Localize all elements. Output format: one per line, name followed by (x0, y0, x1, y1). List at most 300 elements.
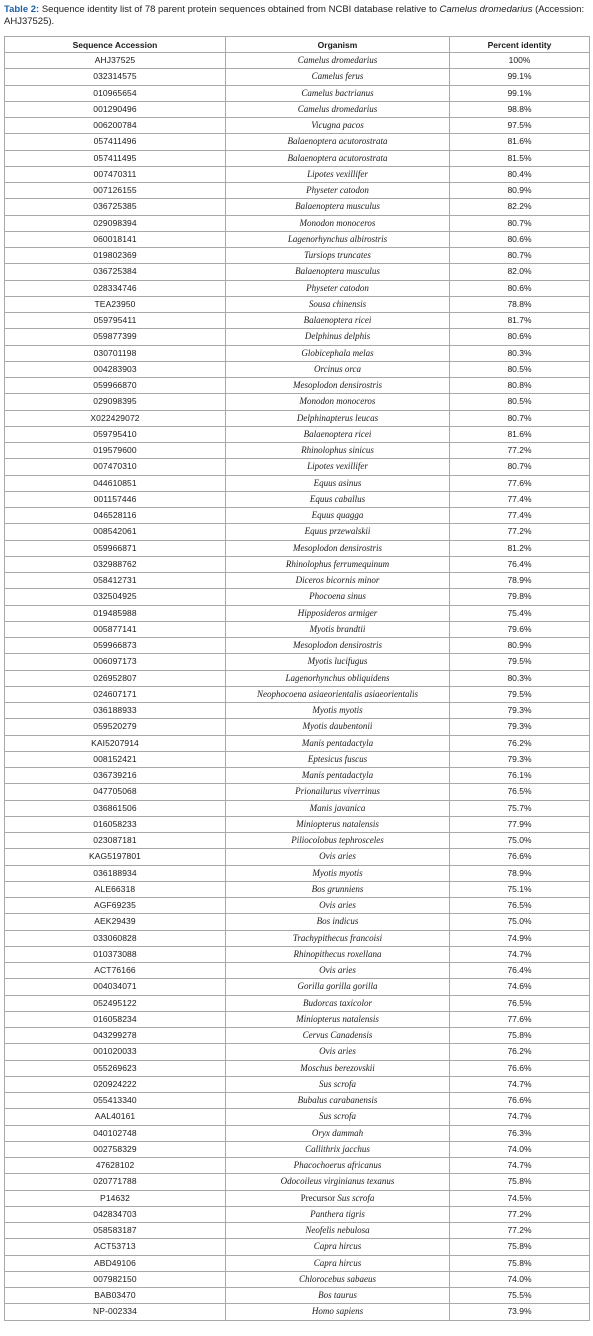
organism-name: Ovis aries (319, 1046, 356, 1057)
cell-percent-identity: 73.9% (450, 1304, 590, 1320)
cell-percent-identity: 74.0% (450, 1141, 590, 1157)
organism-name: Ovis aries (319, 900, 356, 911)
organism-name: Ovis aries (319, 965, 356, 976)
cell-percent-identity: 76.6% (450, 849, 590, 865)
organism-name: Camelus dromedarius (297, 55, 378, 66)
organism-name: Manis javanica (309, 802, 366, 813)
cell-organism (226, 930, 450, 946)
cell-organism (226, 150, 450, 166)
cell-organism (226, 1028, 450, 1044)
organism-name: Panthera tigris (310, 1208, 365, 1219)
caption-label: Table 2: (4, 4, 40, 15)
organism-name: Equus asinus (313, 477, 362, 488)
organism-name: Sousa chinensis (308, 298, 367, 309)
table-row (5, 426, 590, 442)
cell-organism (226, 849, 450, 865)
organism-name: Cervus Canadensis (302, 1030, 373, 1041)
cell-percent-identity: 77.6% (450, 1011, 590, 1027)
cell-percent-identity: 74.7% (450, 946, 590, 962)
cell-organism (226, 1239, 450, 1255)
cell-sequence-accession: 036725385 (5, 199, 226, 215)
cell-sequence-accession: 008542061 (5, 524, 226, 540)
cell-sequence-accession: 001020033 (5, 1044, 226, 1060)
organism-name: Phacochoerus africanus (293, 1160, 382, 1171)
organism-name: Capra hircus (313, 1257, 362, 1268)
cell-percent-identity: 78.9% (450, 865, 590, 881)
organism-name: Myotis myotis (312, 705, 363, 716)
cell-organism (226, 1109, 450, 1125)
organism-name: Lipotes vexillifer (307, 168, 368, 179)
table-row (5, 361, 590, 377)
cell-organism (226, 199, 450, 215)
cell-percent-identity: 76.5% (450, 995, 590, 1011)
cell-sequence-accession: ACT76166 (5, 963, 226, 979)
caption-species: Camelus dromedarius (439, 4, 533, 15)
cell-sequence-accession: 47628102 (5, 1158, 226, 1174)
cell-sequence-accession: 059877399 (5, 329, 226, 345)
organism-name: Neofelis nebulosa (305, 1225, 370, 1236)
table-row (5, 475, 590, 491)
cell-organism (226, 1288, 450, 1304)
table-row (5, 378, 590, 394)
table-row (5, 101, 590, 117)
organism-name: Camelus bactrianus (301, 87, 374, 98)
cell-percent-identity: 80.5% (450, 361, 590, 377)
table-row (5, 556, 590, 572)
organism-name: Equus caballus (309, 493, 366, 504)
cell-organism (226, 654, 450, 670)
cell-sequence-accession: 007470310 (5, 459, 226, 475)
organism-name: Rhinolophus ferrumequinum (285, 558, 390, 569)
cell-sequence-accession: 036739216 (5, 768, 226, 784)
cell-percent-identity: 79.5% (450, 654, 590, 670)
cell-organism (226, 914, 450, 930)
organism-name: Balaenoptera acutorostrata (287, 136, 388, 147)
cell-sequence-accession: 040102748 (5, 1125, 226, 1141)
cell-sequence-accession: 007982150 (5, 1271, 226, 1287)
cell-percent-identity: 79.3% (450, 703, 590, 719)
cell-organism (226, 865, 450, 881)
organism-name: Myotis myotis (312, 867, 363, 878)
cell-percent-identity: 74.7% (450, 1158, 590, 1174)
organism-name: Piliocolobus tephrosceles (291, 835, 384, 846)
cell-sequence-accession: 019485988 (5, 605, 226, 621)
cell-sequence-accession: KAI5207914 (5, 735, 226, 751)
cell-organism (226, 1271, 450, 1287)
cell-organism (226, 313, 450, 329)
cell-organism (226, 946, 450, 962)
cell-percent-identity: 75.0% (450, 833, 590, 849)
cell-percent-identity: 79.3% (450, 751, 590, 767)
cell-sequence-accession: 024607171 (5, 686, 226, 702)
cell-organism (226, 329, 450, 345)
organism-name: Delphinus delphis (304, 331, 371, 342)
table-row (5, 1206, 590, 1222)
organism-name: Tursiops truncates (304, 250, 371, 261)
cell-organism (226, 1141, 450, 1157)
table-row (5, 150, 590, 166)
organism-name: Bos indicus (316, 916, 359, 927)
table-row (5, 995, 590, 1011)
table-body (5, 53, 590, 1321)
cell-organism (226, 410, 450, 426)
cell-organism (226, 638, 450, 654)
organism-name: Orcinus orca (313, 363, 362, 374)
table-row (5, 963, 590, 979)
table-row (5, 573, 590, 589)
organism-name: Callithrix jacchus (305, 1143, 370, 1154)
cell-percent-identity: 74.7% (450, 1109, 590, 1125)
cell-sequence-accession: 044610851 (5, 475, 226, 491)
cell-percent-identity: 76.2% (450, 1044, 590, 1060)
table-row (5, 784, 590, 800)
cell-percent-identity: 77.4% (450, 491, 590, 507)
cell-sequence-accession: 047705068 (5, 784, 226, 800)
table-row (5, 1223, 590, 1239)
table-row (5, 1141, 590, 1157)
cell-organism (226, 296, 450, 312)
table-row (5, 1271, 590, 1287)
cell-percent-identity: 80.6% (450, 231, 590, 247)
cell-percent-identity: 77.2% (450, 1223, 590, 1239)
cell-organism (226, 1076, 450, 1092)
table-row (5, 849, 590, 865)
cell-percent-identity: 76.2% (450, 735, 590, 751)
table-row (5, 183, 590, 199)
cell-percent-identity: 76.4% (450, 963, 590, 979)
cell-percent-identity: 81.6% (450, 134, 590, 150)
table-row (5, 670, 590, 686)
table-row (5, 443, 590, 459)
cell-percent-identity: 82.0% (450, 264, 590, 280)
cell-organism (226, 995, 450, 1011)
cell-organism (226, 1044, 450, 1060)
cell-sequence-accession: 004283903 (5, 361, 226, 377)
cell-percent-identity: 82.2% (450, 199, 590, 215)
table-row (5, 751, 590, 767)
organism-name: Odocoileus virginianus texanus (280, 1176, 395, 1187)
table-row (5, 1060, 590, 1076)
table-row (5, 524, 590, 540)
cell-percent-identity: 80.3% (450, 345, 590, 361)
organism-name: Vicugna pacos (311, 120, 364, 131)
cell-organism (226, 556, 450, 572)
cell-organism (226, 361, 450, 377)
cell-organism (226, 1011, 450, 1027)
organism-name: Mesoplodon densirostris (293, 542, 382, 553)
table-row (5, 638, 590, 654)
table-row (5, 459, 590, 475)
organism-name: Prionailurus viverrinus (295, 786, 380, 797)
cell-percent-identity: 80.7% (450, 459, 590, 475)
organism-name: Miniopterus natalensis (296, 818, 379, 829)
cell-organism (226, 166, 450, 182)
organism-name: Myotis daubentonii (302, 721, 373, 732)
organism-name: Moschus berezovskii (300, 1062, 375, 1073)
organism-name: Trachypithecus francoisi (292, 932, 383, 943)
sequence-identity-table (4, 36, 590, 1321)
table-row (5, 345, 590, 361)
cell-sequence-accession: 052495122 (5, 995, 226, 1011)
cell-organism (226, 1255, 450, 1271)
cell-organism (226, 816, 450, 832)
organism-name: Capra hircus (313, 1241, 362, 1252)
cell-organism (226, 589, 450, 605)
table-row (5, 930, 590, 946)
cell-percent-identity: 97.5% (450, 118, 590, 134)
table-row (5, 1028, 590, 1044)
cell-organism (226, 751, 450, 767)
organism-name: Gorilla gorilla gorilla (297, 981, 378, 992)
organism-name: Lipotes vexillifer (307, 461, 368, 472)
organism-name: Delphinapterus leucas (296, 412, 379, 423)
cell-sequence-accession: 019802369 (5, 248, 226, 264)
cell-sequence-accession: AAL40161 (5, 1109, 226, 1125)
cell-sequence-accession: 020771788 (5, 1174, 226, 1190)
organism-name: Camelus dromedarius (297, 103, 378, 114)
cell-percent-identity: 80.4% (450, 166, 590, 182)
organism-name: Miniopterus natalensis (296, 1013, 379, 1024)
table-row (5, 118, 590, 134)
cell-sequence-accession: 057411495 (5, 150, 226, 166)
cell-percent-identity: 76.6% (450, 1060, 590, 1076)
organism-name: Manis pentadactyla (301, 770, 374, 781)
header-organism: Organism (226, 37, 450, 53)
cell-percent-identity: 75.8% (450, 1255, 590, 1271)
cell-organism (226, 524, 450, 540)
table-row (5, 833, 590, 849)
cell-percent-identity: 80.8% (450, 378, 590, 394)
table-row (5, 1304, 590, 1320)
cell-percent-identity: 80.5% (450, 394, 590, 410)
cell-sequence-accession: 055413340 (5, 1093, 226, 1109)
organism-name: Physeter catodon (306, 282, 369, 293)
cell-sequence-accession: 055269623 (5, 1060, 226, 1076)
cell-sequence-accession: 057411496 (5, 134, 226, 150)
organism-name: Balaenoptera musculus (295, 266, 380, 277)
table-row (5, 1011, 590, 1027)
table-row (5, 654, 590, 670)
table-row (5, 199, 590, 215)
table-row (5, 979, 590, 995)
table-row (5, 800, 590, 816)
cell-percent-identity: 80.7% (450, 410, 590, 426)
cell-organism (226, 1304, 450, 1320)
header-percent-identity: Percent identity (450, 37, 590, 53)
cell-organism (226, 69, 450, 85)
organism-name: Balaenoptera ricei (303, 428, 372, 439)
table-row (5, 946, 590, 962)
cell-organism (226, 898, 450, 914)
cell-sequence-accession: 036861506 (5, 800, 226, 816)
organism-name: Manis pentadactyla (301, 737, 374, 748)
cell-sequence-accession: 006097173 (5, 654, 226, 670)
cell-sequence-accession: P14632 (5, 1190, 226, 1206)
cell-percent-identity: 75.0% (450, 914, 590, 930)
organism-name: Sus scrofa (319, 1078, 356, 1089)
cell-organism (226, 459, 450, 475)
cell-sequence-accession: 004034071 (5, 979, 226, 995)
cell-percent-identity: 80.9% (450, 183, 590, 199)
cell-percent-identity: 78.9% (450, 573, 590, 589)
cell-percent-identity: 75.8% (450, 1028, 590, 1044)
cell-percent-identity: 77.6% (450, 475, 590, 491)
cell-percent-identity: 76.6% (450, 1093, 590, 1109)
cell-percent-identity: 81.2% (450, 540, 590, 556)
cell-percent-identity: 75.1% (450, 881, 590, 897)
table-row (5, 134, 590, 150)
cell-organism (226, 101, 450, 117)
cell-organism (226, 345, 450, 361)
table-row (5, 768, 590, 784)
cell-sequence-accession: BAB03470 (5, 1288, 226, 1304)
cell-organism (226, 1206, 450, 1222)
cell-organism (226, 1223, 450, 1239)
cell-sequence-accession: 006200784 (5, 118, 226, 134)
table-row (5, 865, 590, 881)
table-row (5, 1239, 590, 1255)
cell-organism (226, 540, 450, 556)
cell-sequence-accession: NP-002334 (5, 1304, 226, 1320)
cell-sequence-accession: 019579600 (5, 443, 226, 459)
table-row (5, 914, 590, 930)
cell-sequence-accession: AHJ37525 (5, 53, 226, 69)
cell-organism (226, 1093, 450, 1109)
cell-sequence-accession: TEA23950 (5, 296, 226, 312)
cell-sequence-accession: AEK29439 (5, 914, 226, 930)
cell-sequence-accession: 016058233 (5, 816, 226, 832)
organism-name: Sus scrofa (319, 1111, 356, 1122)
table-row (5, 1255, 590, 1271)
cell-percent-identity: 75.8% (450, 1239, 590, 1255)
organism-name: Hipposideros armiger (297, 607, 378, 618)
organism-name: Balaenoptera ricei (303, 315, 372, 326)
cell-percent-identity: 75.5% (450, 1288, 590, 1304)
cell-percent-identity: 77.2% (450, 524, 590, 540)
table-row (5, 540, 590, 556)
cell-organism (226, 215, 450, 231)
cell-percent-identity: 79.5% (450, 686, 590, 702)
cell-organism (226, 670, 450, 686)
cell-percent-identity: 76.3% (450, 1125, 590, 1141)
organism-name: Equus quagga (311, 510, 364, 521)
organism-name: Sus scrofa (337, 1192, 375, 1203)
cell-percent-identity: 79.6% (450, 621, 590, 637)
table-row (5, 508, 590, 524)
cell-organism (226, 264, 450, 280)
cell-sequence-accession: 043299278 (5, 1028, 226, 1044)
table-row (5, 491, 590, 507)
cell-sequence-accession: 023087181 (5, 833, 226, 849)
cell-percent-identity: 79.8% (450, 589, 590, 605)
cell-percent-identity: 99.1% (450, 69, 590, 85)
cell-sequence-accession: 059795410 (5, 426, 226, 442)
cell-organism (226, 443, 450, 459)
cell-sequence-accession: 059966870 (5, 378, 226, 394)
cell-percent-identity: 81.7% (450, 313, 590, 329)
cell-organism (226, 768, 450, 784)
table-row (5, 1288, 590, 1304)
table-row (5, 1093, 590, 1109)
table-row (5, 69, 590, 85)
table-row (5, 881, 590, 897)
cell-sequence-accession: 036725384 (5, 264, 226, 280)
cell-sequence-accession: KAG5197801 (5, 849, 226, 865)
cell-sequence-accession: 033060828 (5, 930, 226, 946)
cell-organism (226, 1190, 450, 1206)
organism-name: Rhinolophus sinicus (301, 445, 374, 456)
cell-percent-identity: 80.3% (450, 670, 590, 686)
cell-percent-identity: 76.1% (450, 768, 590, 784)
organism-name: Mesoplodon densirostris (293, 380, 382, 391)
cell-organism (226, 979, 450, 995)
organism-name: Phocoena sinus (309, 591, 366, 602)
cell-organism (226, 508, 450, 524)
cell-organism (226, 475, 450, 491)
cell-sequence-accession: AGF69235 (5, 898, 226, 914)
cell-organism (226, 686, 450, 702)
organism-name: Eptesicus fuscus (307, 753, 368, 764)
cell-organism (226, 1158, 450, 1174)
organism-name: Physeter catodon (306, 185, 369, 196)
organism-name: Balaenoptera acutorostrata (287, 152, 388, 163)
table-row (5, 1125, 590, 1141)
table-row (5, 1076, 590, 1092)
cell-percent-identity: 79.3% (450, 719, 590, 735)
cell-sequence-accession: 036188934 (5, 865, 226, 881)
cell-percent-identity: 80.6% (450, 280, 590, 296)
cell-sequence-accession: 007126155 (5, 183, 226, 199)
cell-sequence-accession: 042834703 (5, 1206, 226, 1222)
cell-organism (226, 134, 450, 150)
cell-organism (226, 426, 450, 442)
cell-percent-identity: 81.5% (450, 150, 590, 166)
table-row (5, 248, 590, 264)
cell-percent-identity: 77.4% (450, 508, 590, 524)
cell-organism (226, 248, 450, 264)
table-row (5, 280, 590, 296)
organism-name: Globicephala melas (301, 347, 374, 358)
cell-organism (226, 703, 450, 719)
cell-percent-identity: 75.7% (450, 800, 590, 816)
cell-percent-identity: 77.2% (450, 1206, 590, 1222)
cell-percent-identity: 74.6% (450, 979, 590, 995)
cell-organism (226, 621, 450, 637)
cell-percent-identity: 76.5% (450, 898, 590, 914)
cell-sequence-accession: 010373088 (5, 946, 226, 962)
caption-text-after: (Accession: AHJ37525). (4, 4, 585, 27)
organism-name: Myotis lucifugus (307, 656, 368, 667)
cell-organism (226, 231, 450, 247)
table-row (5, 410, 590, 426)
header-row (5, 37, 590, 53)
cell-percent-identity: 81.6% (450, 426, 590, 442)
table-row (5, 719, 590, 735)
cell-organism (226, 378, 450, 394)
cell-sequence-accession: 005877141 (5, 621, 226, 637)
cell-sequence-accession: 028334746 (5, 280, 226, 296)
organism-name: Homo sapiens (311, 1306, 364, 1317)
cell-organism (226, 784, 450, 800)
table-row (5, 166, 590, 182)
cell-organism (226, 85, 450, 101)
cell-percent-identity: 75.8% (450, 1174, 590, 1190)
cell-sequence-accession: 059966873 (5, 638, 226, 654)
cell-percent-identity: 80.6% (450, 329, 590, 345)
cell-percent-identity: 99.1% (450, 85, 590, 101)
cell-percent-identity: 80.9% (450, 638, 590, 654)
cell-percent-identity: 77.9% (450, 816, 590, 832)
